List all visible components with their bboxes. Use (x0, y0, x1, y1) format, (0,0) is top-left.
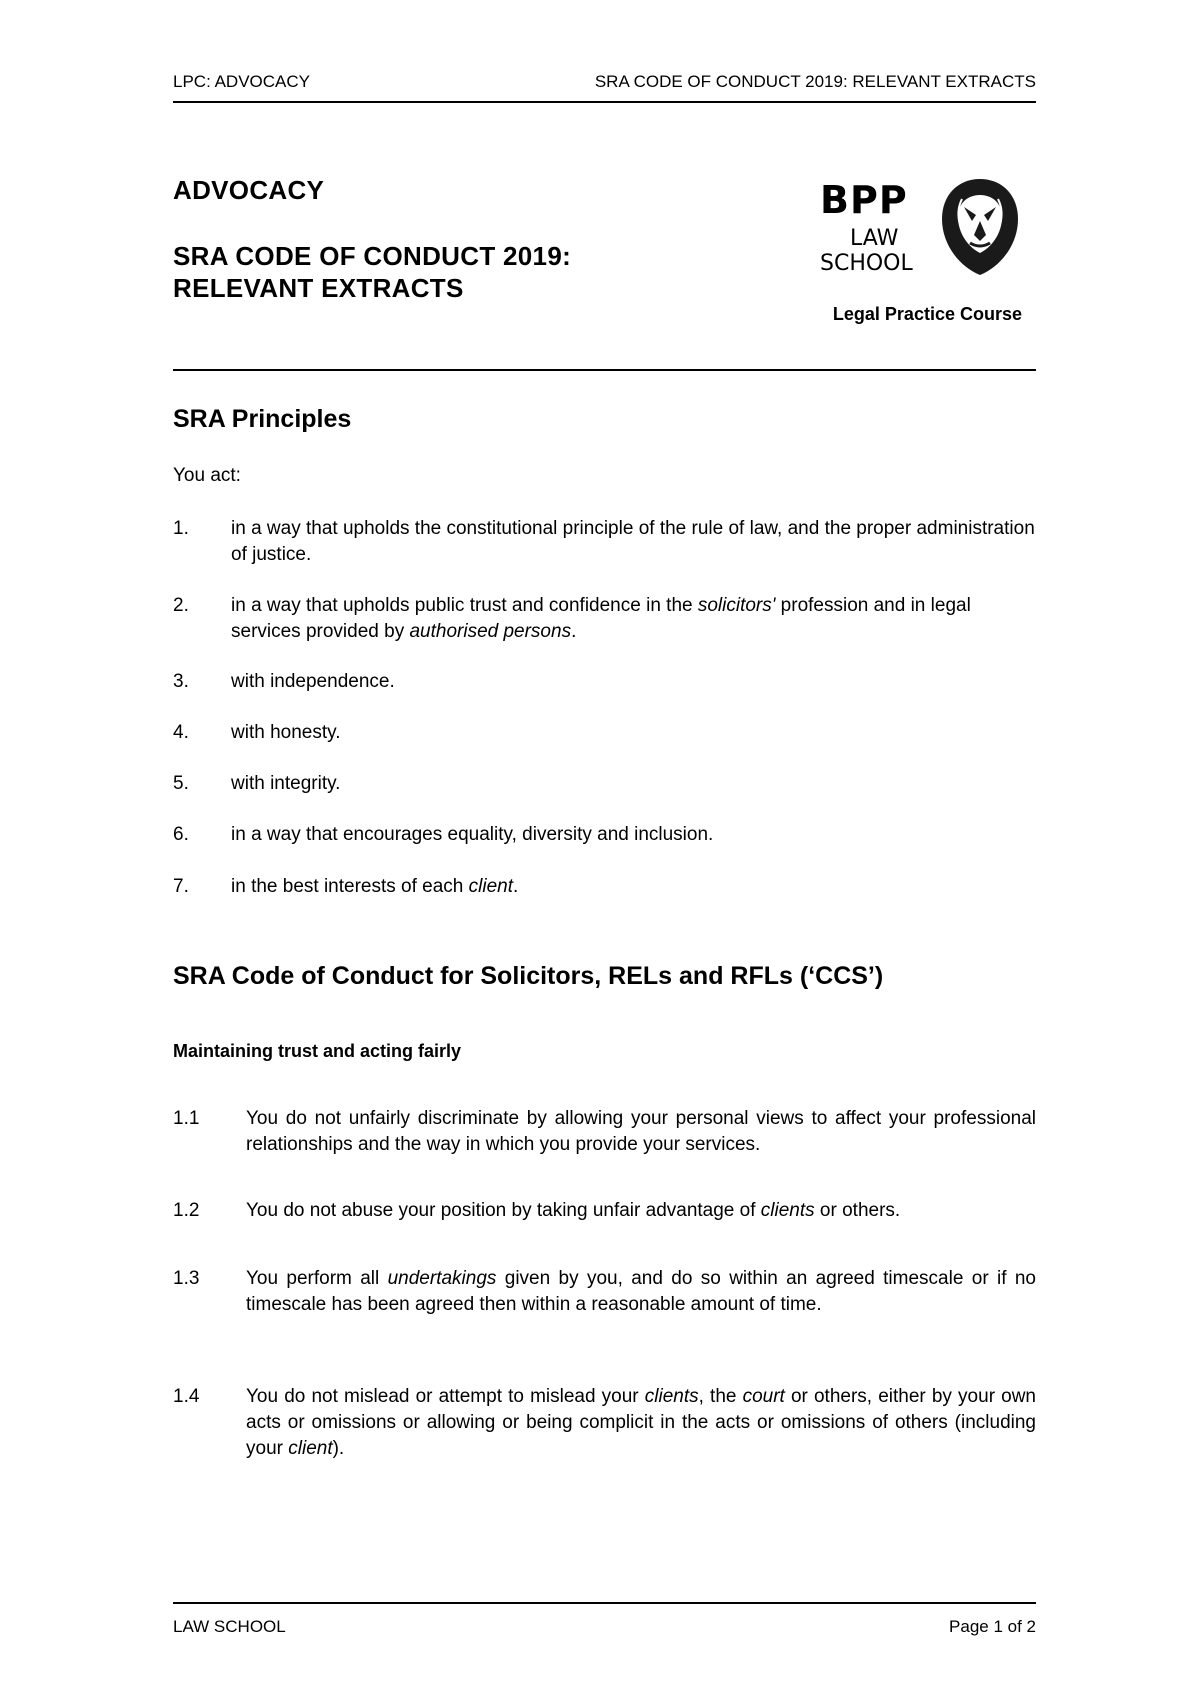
list-item-number: 3. (173, 671, 189, 692)
list-item (173, 771, 1036, 797)
list-item-text: You do not unfairly discriminate by allowing your personal views to affect your professional relationships and the way in which you provide your services. (246, 1108, 1036, 1155)
footer-divider (173, 1602, 1036, 1604)
list-item (173, 1106, 1036, 1158)
list-item-number: 1.2 (173, 1200, 200, 1221)
list-item (173, 516, 1036, 568)
subsection-heading: Maintaining trust and acting fairly (173, 1041, 462, 1061)
subtitle-line-1: SRA CODE OF CONDUCT 2019: (173, 241, 572, 271)
list-item-number: 1.4 (173, 1386, 200, 1407)
logo-text-law: LAW (850, 226, 899, 251)
list-item-number: 2. (173, 595, 189, 616)
header-left: LPC: ADVOCACY (173, 72, 310, 91)
lion-icon (938, 177, 1022, 277)
list-item-text: in a way that upholds the constitutional principle of the rule of law, and the proper administration of justice. (231, 518, 1035, 565)
header-divider (173, 101, 1036, 103)
list-item-number: 1.1 (173, 1108, 200, 1129)
list-item-text: in the best interests of each client. (231, 876, 519, 897)
list-item-number: 4. (173, 722, 189, 743)
subtitle-line-2: RELEVANT EXTRACTS (173, 273, 464, 303)
list-item-text: with integrity. (231, 773, 341, 794)
list-item (173, 1266, 1036, 1344)
list-item (173, 720, 1036, 746)
logo-text-school: SCHOOL (820, 251, 913, 276)
section-heading-principles: SRA Principles (173, 405, 352, 433)
document-title: ADVOCACY (173, 175, 325, 205)
list-item-text: in a way that upholds public trust and confidence in the solicitors' profession and in legal services provided by authorised persons. (231, 595, 971, 642)
title-divider (173, 369, 1036, 371)
header-right: SRA CODE OF CONDUCT 2019: RELEVANT EXTRACTS (594, 72, 1036, 91)
document-subtitle (173, 240, 571, 304)
list-item-text: with independence. (231, 671, 395, 692)
list-item-number: 6. (173, 824, 189, 845)
list-item (173, 822, 1036, 848)
logo-caption: Legal Practice Course (832, 304, 1022, 324)
list-item (173, 669, 1036, 695)
list-item (173, 1198, 1036, 1224)
footer-left: LAW SCHOOL (173, 1617, 286, 1636)
page-number: Page 1 of 2 (949, 1617, 1036, 1636)
section-heading-ccs: SRA Code of Conduct for Solicitors, RELs and RFLs (‘CCS’) (173, 962, 884, 990)
list-item-number: 1. (173, 518, 189, 539)
list-item (173, 593, 1036, 645)
logo-text-bpp: BPP (820, 178, 908, 222)
list-item-text: You perform all undertakings given by you, and do so within an agreed timescale or if no timescale has been agreed then within a reasonable amount of time. (246, 1268, 1036, 1315)
list-item-text: You do not abuse your position by taking unfair advantage of clients or others. (246, 1200, 901, 1221)
bpp-law-school-logo (820, 180, 1020, 288)
list-item (173, 1384, 1036, 1462)
list-item (173, 874, 1036, 900)
principles-intro: You act: (173, 465, 241, 486)
list-item-number: 1.3 (173, 1268, 200, 1289)
list-item-text: You do not mislead or attempt to mislead your clients, the court or others, either by your own acts or omissions or allowing or being complicit in the acts or omissions of others (including your client). (246, 1386, 1037, 1459)
list-item-number: 7. (173, 876, 189, 897)
list-item-number: 5. (173, 773, 189, 794)
list-item-text: in a way that encourages equality, diversity and inclusion. (231, 824, 714, 845)
list-item-text: with honesty. (231, 722, 341, 743)
